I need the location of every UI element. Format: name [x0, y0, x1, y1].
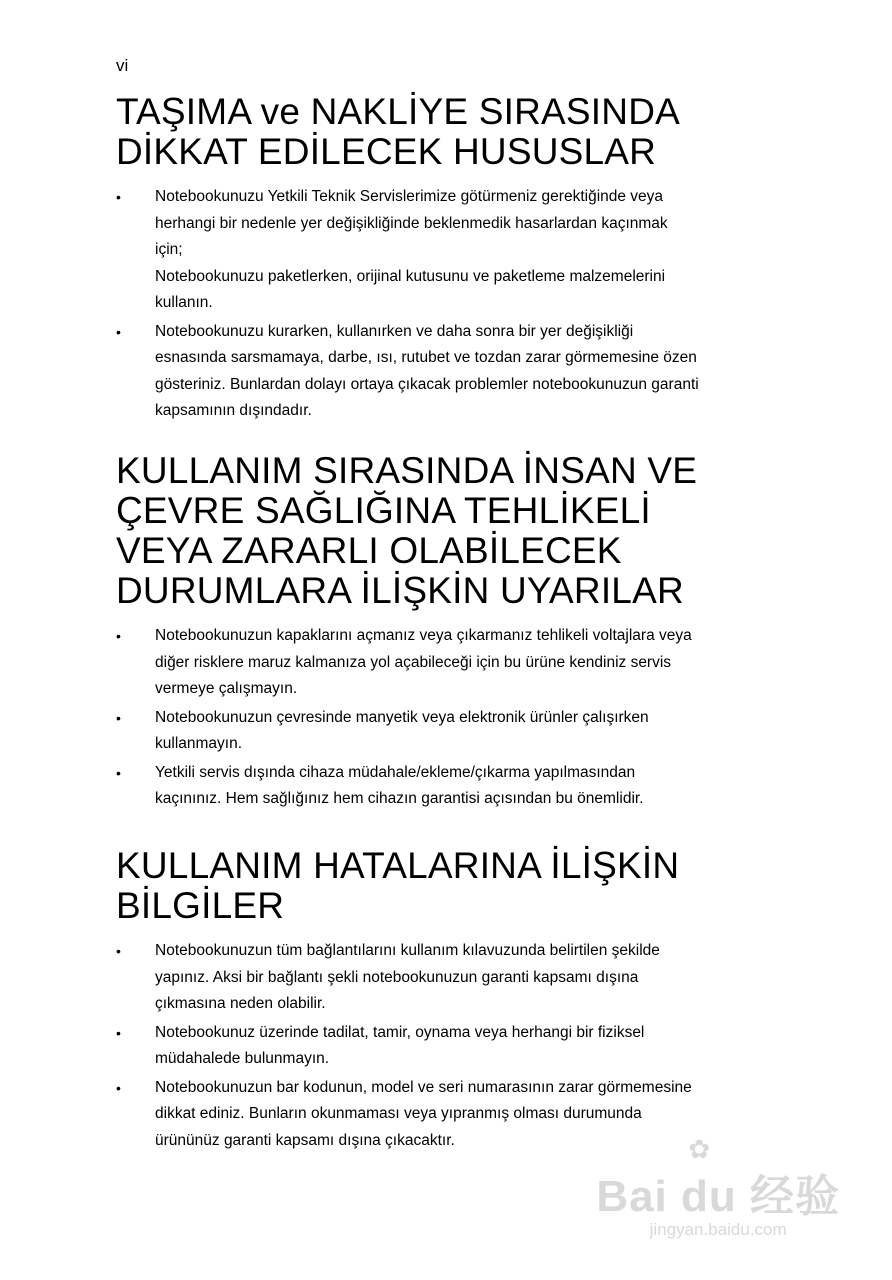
list-item	[116, 1075, 776, 1155]
item-line: Notebookunuzun bar kodunun, model ve seri numarasının zarar görmemesine	[155, 1078, 692, 1096]
item-line: müdahalede bulunmayın.	[155, 1050, 330, 1067]
item-line: çıkmasına neden olabilir.	[155, 995, 326, 1012]
bullet-icon: •	[116, 189, 121, 205]
baidu-watermark	[596, 1134, 840, 1240]
section-heading	[116, 451, 776, 611]
item-line: diğer risklere maruz kalmanıza yol açabileceği için bu ürüne kendiniz servis	[155, 653, 672, 671]
item-line: yapınız. Aksi bir bağlantı şekli notebookunuzun garanti kapsamı dışına	[155, 968, 639, 986]
heading-line: KULLANIM HATALARINA İLİŞKİN	[116, 845, 680, 886]
item-line: Notebookunuzun tüm bağlantılarını kullanım kılavuzunda belirtilen şekilde	[155, 942, 660, 959]
bullet-icon: •	[116, 323, 121, 340]
section-usage-errors	[116, 846, 776, 1154]
item-line: dikkat ediniz. Bunların okunmaması veya yıpranmış olması durumunda	[155, 1105, 642, 1122]
bullet-icon: •	[116, 1024, 121, 1041]
bullet-list	[116, 938, 776, 1154]
heading-line: ÇEVRE SAĞLIĞINA TEHLİKELİ	[116, 490, 651, 531]
heading-line: BİLGİLER	[116, 885, 285, 926]
page-number: vi	[116, 56, 129, 75]
list-item	[116, 319, 776, 425]
bullet-icon: •	[116, 628, 121, 644]
heading-line: TAŞIMA ve NAKLİYE SIRASINDA	[116, 91, 680, 132]
item-line: kaçınınız. Hem sağlığınız hem cihazın garantisi açısından bu önemlidir.	[155, 790, 644, 807]
list-item	[116, 760, 776, 813]
item-line: Notebookunuzu Yetkili Teknik Servislerimize götürmeniz gerektiğinde veya	[155, 188, 664, 205]
heading-line: VEYA ZARARLI OLABİLECEK	[116, 530, 622, 571]
item-line: Yetkili servis dışında cihaza müdahale/ekleme/çıkarma yapılmasından	[155, 763, 636, 781]
item-line: ürününüz garanti kapsamı dışına çıkacaktır.	[155, 1131, 455, 1149]
list-item	[116, 184, 776, 317]
list-item	[116, 1020, 776, 1073]
item-line: Notebookunuz üzerinde tadilat, tamir, oynama veya herhangi bir fiziksel	[155, 1023, 645, 1041]
paw-icon: ✿	[688, 1134, 711, 1164]
bullet-icon: •	[116, 1079, 121, 1096]
item-line: kapsamının dışındadır.	[155, 402, 312, 419]
item-line: Notebookunuzun çevresinde manyetik veya elektronik ürünler çalışırken	[155, 708, 649, 726]
item-line: kullanın.	[155, 294, 213, 311]
item-line: esnasında sarsmamaya, darbe, ısı, rutubet ve tozdan zarar görmemesine özen	[155, 349, 697, 366]
bullet-list	[116, 184, 776, 425]
watermark-logo: Bai du 经验	[596, 1172, 840, 1221]
bullet-list	[116, 623, 776, 813]
item-line: Notebookunuzu kurarken, kullanırken ve daha sonra bir yer değişikliği	[155, 322, 634, 340]
item-line: için;	[155, 241, 183, 258]
list-item	[116, 623, 776, 703]
item-line: Notebookunuzu paketlerken, orijinal kutusunu ve paketleme malzemelerini	[155, 267, 666, 285]
item-line: vermeye çalışmayın.	[155, 680, 298, 697]
list-item	[116, 705, 776, 758]
item-line: kullanmayın.	[155, 735, 243, 752]
item-line: herhangi bir nedenle yer değişikliğinde beklenmedik hasarlardan kaçınmak	[155, 214, 668, 232]
heading-line: DİKKAT EDİLECEK HUSUSLAR	[116, 131, 657, 172]
item-line: gösteriniz. Bunlardan dolayı ortaya çıkacak problemler notebookunuzun garanti	[155, 375, 699, 393]
section-heading	[116, 846, 776, 926]
section-health-warnings	[116, 451, 776, 813]
heading-line: DURUMLARA İLİŞKİN UYARILAR	[116, 570, 684, 611]
watermark-url: jingyan.baidu.com	[649, 1220, 787, 1239]
list-item	[116, 938, 776, 1018]
bullet-icon: •	[116, 764, 121, 781]
section-heading	[116, 92, 776, 172]
heading-line: KULLANIM SIRASINDA İNSAN VE	[116, 450, 698, 491]
bullet-icon: •	[116, 943, 121, 959]
section-transport	[116, 92, 776, 425]
bullet-icon: •	[116, 709, 121, 726]
item-line: Notebookunuzun kapaklarını açmanız veya çıkarmanız tehlikeli voltajlara veya	[155, 627, 692, 644]
